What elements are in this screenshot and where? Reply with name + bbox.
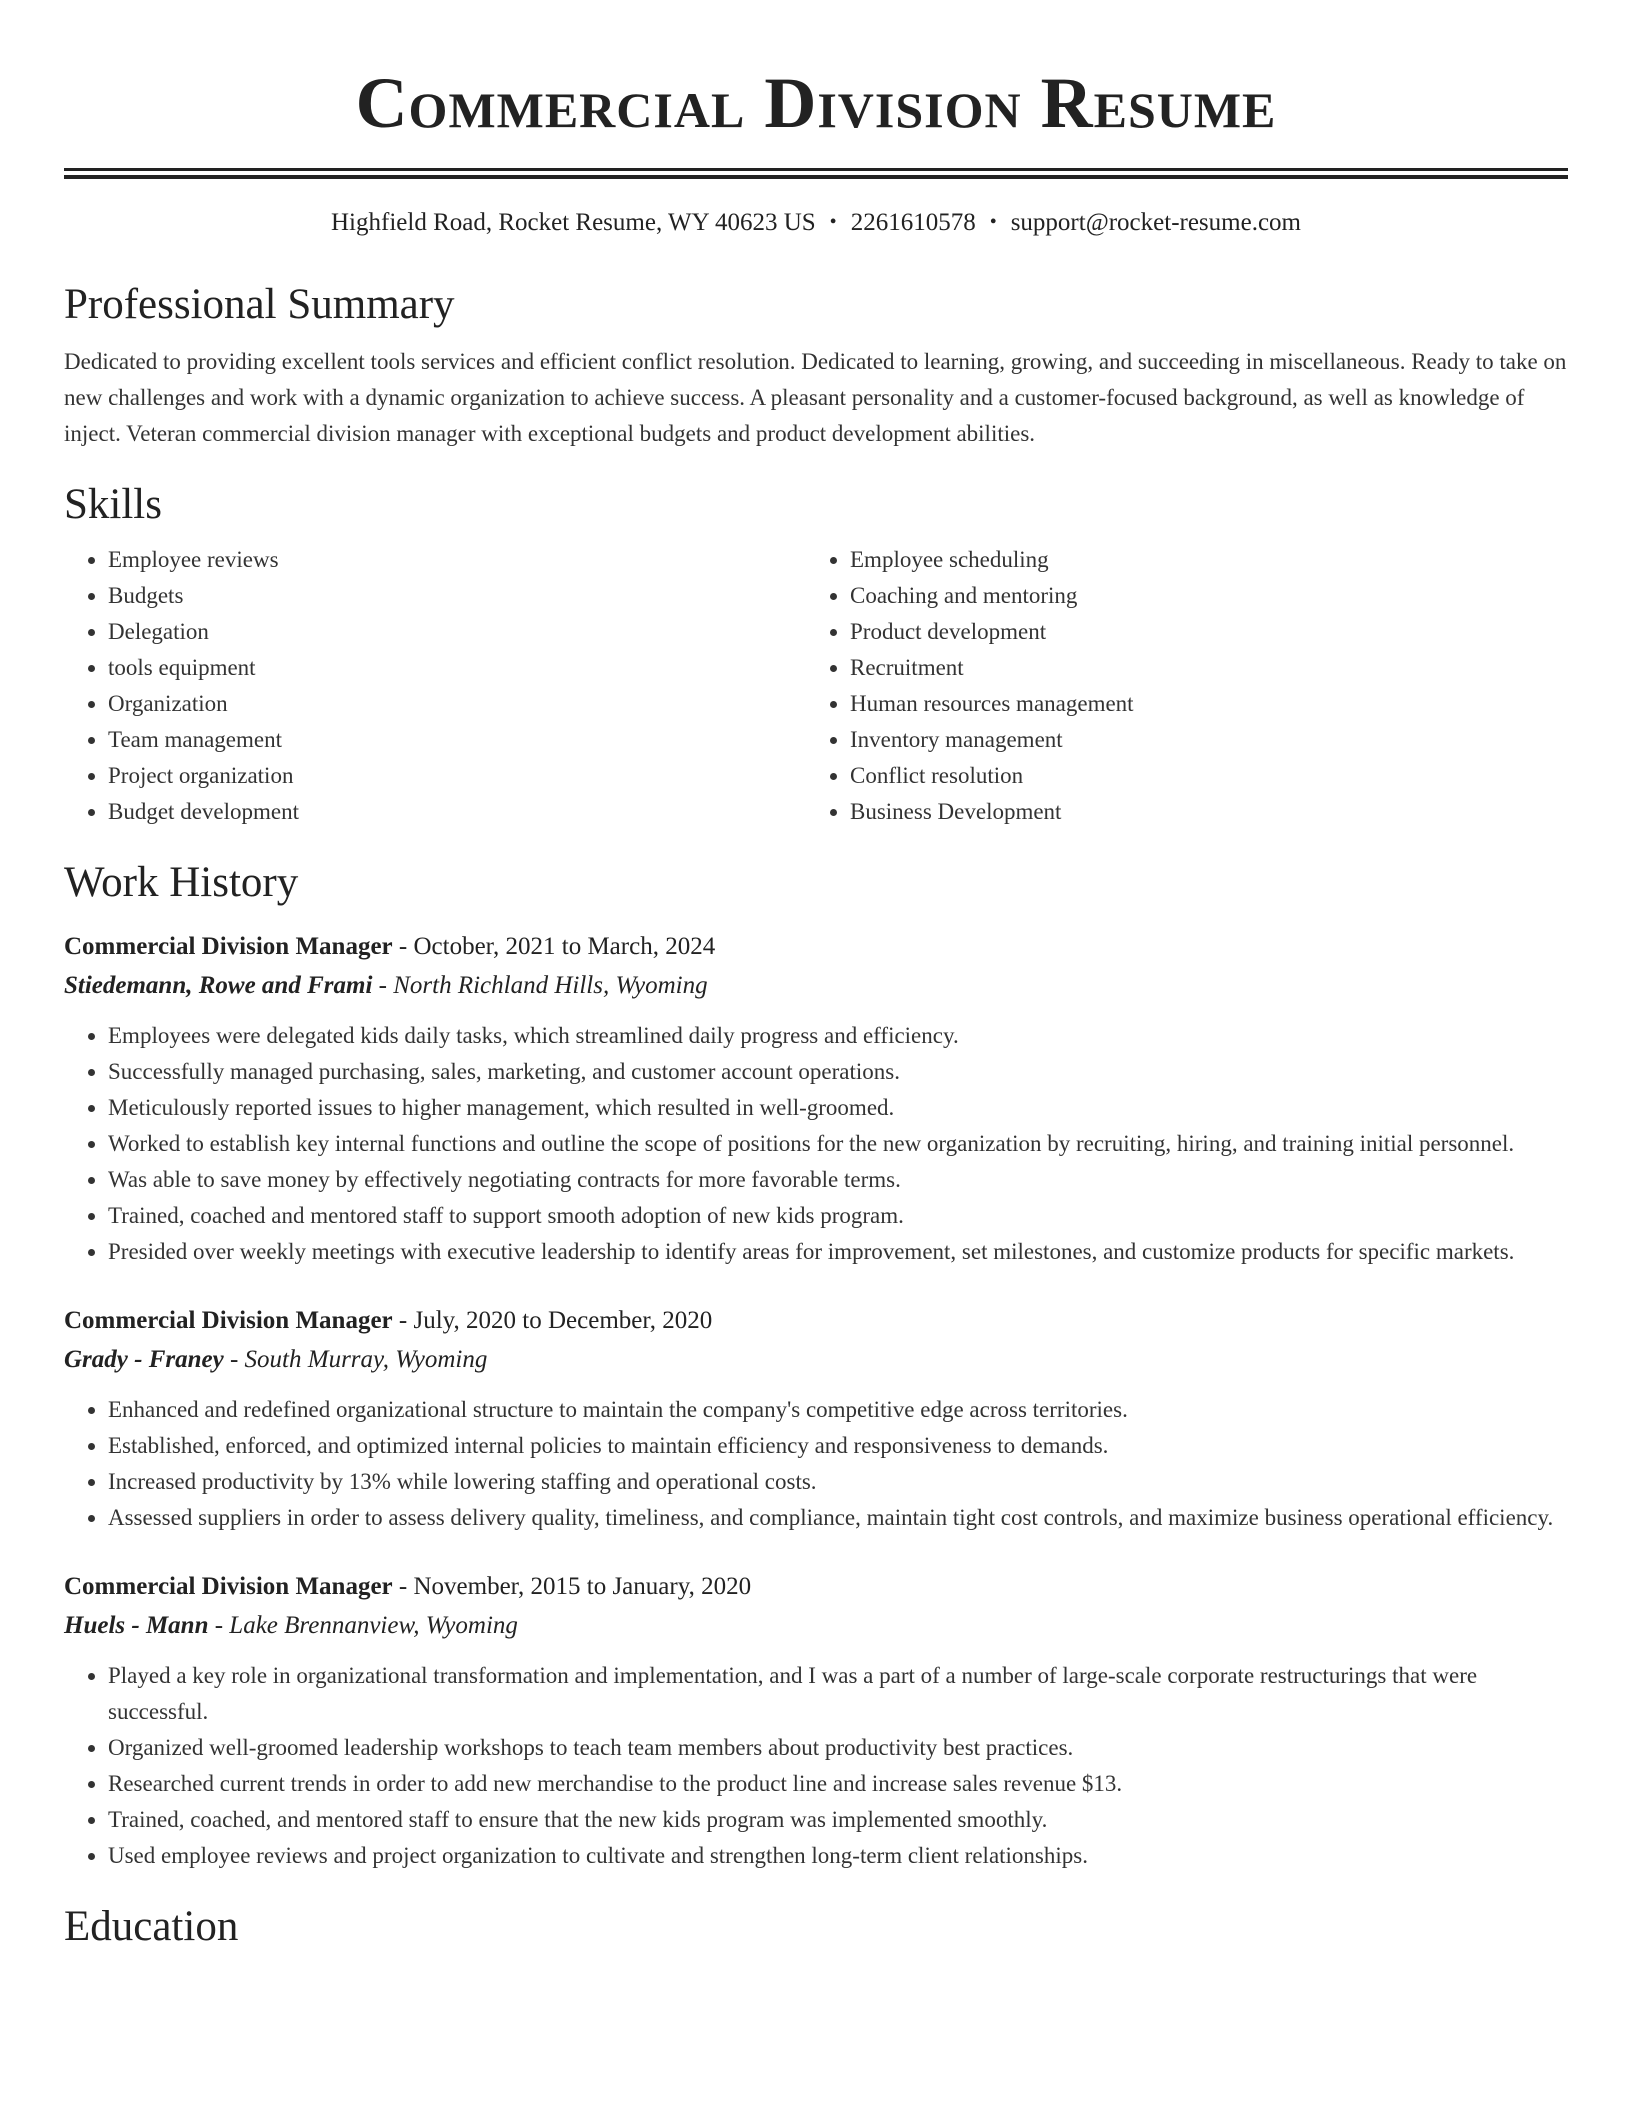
education-heading: Education	[64, 1903, 239, 1950]
skill-item: • Budget development	[108, 794, 806, 830]
job-company-line	[64, 966, 1568, 1006]
job-company: Grady - Franey	[64, 1346, 224, 1373]
skill-item: • Employee scheduling	[850, 542, 1548, 578]
contact-address: Highfield Road, Rocket Resume, WY 40623 US	[331, 209, 816, 236]
job-dates: - November, 2015 to January, 2020	[392, 1573, 752, 1600]
job-entry	[64, 1568, 1568, 1874]
job-bullet: • Increased productivity by 13% while lowering staffing and operational costs.	[108, 1464, 1568, 1500]
job-bullet: • Used employee reviews and project organization to cultivate and strengthen long-term client relationships.	[108, 1838, 1568, 1874]
skill-item: • Employee reviews	[108, 542, 806, 578]
job-bullets	[64, 1392, 1568, 1536]
contact-separator: •	[989, 211, 997, 233]
contact-email: support@rocket-resume.com	[1010, 209, 1301, 236]
title-divider	[64, 168, 1568, 179]
resume-page	[64, 0, 1568, 1954]
skills-grid	[64, 542, 1568, 830]
job-bullet: • Meticulously reported issues to higher management, which resulted in well-groomed.	[108, 1090, 1568, 1126]
job-role: Commercial Division Manager	[64, 1307, 393, 1334]
job-bullet: • Researched current trends in order to add new merchandise to the product line and increase sales revenue $13.	[108, 1766, 1568, 1802]
job-bullet: • Played a key role in organizational transformation and implementation, and I was a part of a number of large-scale corporate restructurings that were successful.	[108, 1658, 1568, 1730]
job-dates: - July, 2020 to December, 2020	[392, 1307, 713, 1334]
skill-item: • Project organization	[108, 758, 806, 794]
job-title-line	[64, 1568, 1568, 1606]
job-entry	[64, 1302, 1568, 1536]
skill-item: • Delegation	[108, 614, 806, 650]
job-title-line	[64, 1302, 1568, 1340]
contact-separator: •	[829, 211, 837, 233]
job-role: Commercial Division Manager	[64, 933, 393, 960]
summary-text: Dedicated to providing excellent tools services and efficient conflict resolution. Dedicated to learning, growing, and succeeding in miscellaneous. Ready to take on new challenges and work with a dynamic organization to achieve success. A pleasant personality and a customer-focused background, as well as knowledge of inject. Veteran commercial division manager with exceptional budgets and product development abilities.	[64, 349, 1567, 446]
skill-item: • Coaching and mentoring	[850, 578, 1548, 614]
job-dates: - October, 2021 to March, 2024	[392, 933, 716, 960]
job-company-line	[64, 1606, 1568, 1646]
job-bullet: • Was able to save money by effectively negotiating contracts for more favorable terms.	[108, 1162, 1568, 1198]
skills-heading: Skills	[64, 481, 162, 528]
job-bullet: • Enhanced and redefined organizational structure to maintain the company's competitive edge across territories.	[108, 1392, 1568, 1428]
job-bullet: • Organized well-groomed leadership workshops to teach team members about productivity best practices.	[108, 1730, 1568, 1766]
skills-column-left	[64, 542, 806, 830]
skill-item: • Team management	[108, 722, 806, 758]
job-company: Stiedemann, Rowe and Frami	[64, 972, 373, 999]
job-bullet: • Worked to establish key internal functions and outline the scope of positions for the new organization by recruiting, hiring, and training initial personnel.	[108, 1126, 1568, 1162]
job-location: - Lake Brennanview, Wyoming	[208, 1612, 518, 1639]
summary-heading: Professional Summary	[64, 281, 455, 328]
job-bullet: • Trained, coached, and mentored staff to ensure that the new kids program was implemented smoothly.	[108, 1802, 1568, 1838]
contact-phone: 2261610578	[850, 209, 976, 236]
job-company-line	[64, 1340, 1568, 1380]
skill-item: • tools equipment	[108, 650, 806, 686]
skill-item: • Inventory management	[850, 722, 1548, 758]
job-title-line	[64, 928, 1568, 966]
job-bullets	[64, 1018, 1568, 1270]
job-location: - South Murray, Wyoming	[223, 1346, 488, 1373]
work-history-heading: Work History	[64, 859, 299, 906]
job-entry	[64, 928, 1568, 1270]
resume-title: Commercial Division Resume	[355, 63, 1277, 143]
job-bullet: • Established, enforced, and optimized internal policies to maintain efficiency and responsiveness to demands.	[108, 1428, 1568, 1464]
job-location: - North Richland Hills, Wyoming	[372, 972, 708, 999]
skill-item: • Recruitment	[850, 650, 1548, 686]
skill-item: • Conflict resolution	[850, 758, 1548, 794]
skill-item: • Business Development	[850, 794, 1548, 830]
skill-item: • Budgets	[108, 578, 806, 614]
job-bullets	[64, 1658, 1568, 1874]
job-bullet: • Trained, coached and mentored staff to support smooth adoption of new kids program.	[108, 1198, 1568, 1234]
job-bullet: • Successfully managed purchasing, sales, marketing, and customer account operations.	[108, 1054, 1568, 1090]
skills-column-right	[806, 542, 1548, 830]
job-bullet: • Presided over weekly meetings with executive leadership to identify areas for improvement, set milestones, and customize products for specific markets.	[108, 1234, 1568, 1270]
job-company: Huels - Mann	[64, 1612, 209, 1639]
contact-line	[64, 205, 1568, 240]
skill-item: • Organization	[108, 686, 806, 722]
skill-item: • Human resources management	[850, 686, 1548, 722]
job-bullet: • Assessed suppliers in order to assess delivery quality, timeliness, and compliance, maintain tight cost controls, and maximize business operational efficiency.	[108, 1500, 1568, 1536]
job-bullet: • Employees were delegated kids daily tasks, which streamlined daily progress and efficiency.	[108, 1018, 1568, 1054]
job-role: Commercial Division Manager	[64, 1573, 393, 1600]
skill-item: • Product development	[850, 614, 1548, 650]
